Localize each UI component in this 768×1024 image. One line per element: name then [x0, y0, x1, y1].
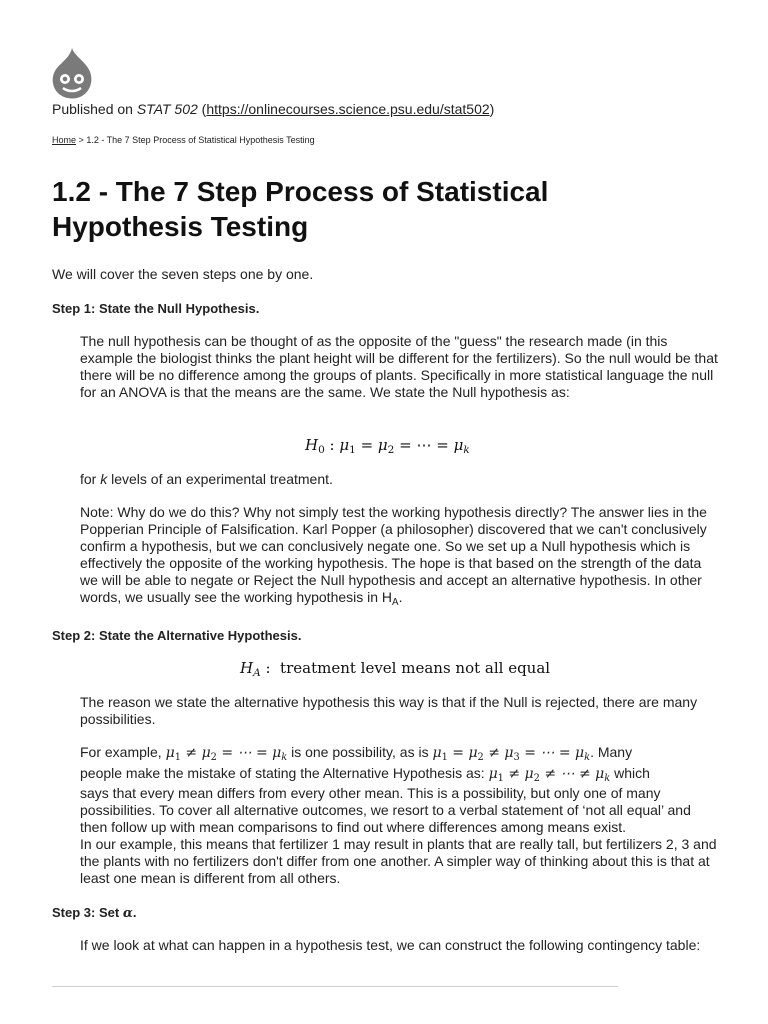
for-k-prefix: for	[80, 471, 97, 487]
published-line: Published on STAT 502 (https://onlinecourses.science.psu.edu/stat502)	[52, 101, 495, 117]
step2-paragraph3: In our example, this means that fertilizer 1 may result in plants that are really tall, but fertilizers 2, 3 and the plants with no fertilizers don't differ from one another. A simpler way of thinking about this is that at least one mean is different from all others.	[80, 836, 717, 886]
step2-paragraph2-rest: says that every mean differs from every other mean. This is a possibility, but only one of many possibilities. To cover all alternative outcomes, we resort to a verbal statement of ‘not all equal’ and then follow up with mean comparisons to find out where differences among means exist.	[80, 785, 691, 835]
drupal-logo-icon	[50, 46, 94, 100]
null-hypothesis-formula: $H_0$ : $\mu_1 = \mu_2$ = ⋯ = $\mu_k$	[305, 436, 470, 456]
step3-paragraph: If we look at what can happen in a hypothesis test, we can construct the following contingency table:	[80, 937, 701, 953]
step1-note-end: .	[398, 589, 403, 605]
step3-heading-prefix: Step 3: Set	[52, 905, 120, 920]
breadcrumb	[52, 135, 315, 145]
site-name: STAT 502	[136, 101, 198, 117]
step1-paragraph: The null hypothesis can be thought of as the opposite of the "guess" the research made (in this example the biologist thinks the plant height will be different for the fertilizers). So the null would be that there will be no difference among the groups of plants. Specifically in more statistical language the null for an ANOVA is that the means are the same. We state the Null hypothesis as:	[80, 333, 718, 400]
inequality-formula-1: $\mu_1 \ne \mu_2$ = ⋯ = $\mu_k$	[165, 745, 288, 763]
alternative-hypothesis-formula: $H_A$ : treatment level means not all equal	[240, 659, 551, 679]
example-middle: is one possibility, as is	[291, 744, 429, 760]
example-prefix: For example,	[80, 744, 162, 760]
for-k-variable: k	[100, 471, 108, 487]
inequality-formula-3: $\mu_1 \ne \mu_2$ ≠ ⋯ ≠ $\mu_k$	[488, 766, 611, 784]
step2-paragraph2-line1	[80, 744, 718, 766]
inequality-formula-2: $\mu_1 = \mu_2 \ne \mu_3$ = ⋯ = $\mu_k$	[432, 745, 591, 763]
mistake-text: people make the mistake of stating the Alternative Hypothesis as:	[80, 765, 485, 781]
step3-heading	[52, 904, 136, 922]
step2-paragraph2-line2	[80, 765, 718, 787]
step2-paragraph1: The reason we state the alternative hypothesis this way is that if the Null is rejected, there are many possibilities.	[80, 694, 698, 727]
step1-note-subscript: A	[392, 597, 399, 608]
breadcrumb-separator: >	[78, 135, 84, 145]
alternative-formula-text: treatment level means not all equal	[280, 659, 551, 677]
page-title: 1.2 - The 7 Step Process of Statistical Hypothesis Testing	[52, 176, 549, 242]
example-suffix: . Many	[590, 744, 633, 760]
step3-heading-suffix: .	[132, 905, 137, 920]
alpha-symbol: α	[122, 906, 133, 921]
for-k-levels-text	[80, 471, 333, 488]
step1-note	[80, 504, 718, 611]
breadcrumb-current: 1.2 - The 7 Step Process of Statistical Hypothesis Testing	[86, 135, 315, 145]
for-k-suffix: levels of an experimental treatment.	[111, 471, 333, 487]
breadcrumb-home-link[interactable]: Home	[52, 135, 77, 145]
published-prefix: Published on	[52, 101, 133, 117]
step1-heading: Step 1: State the Null Hypothesis.	[52, 301, 260, 316]
step2-heading: Step 2: State the Alternative Hypothesis.	[52, 628, 302, 643]
divider	[52, 986, 618, 987]
which-text: which	[614, 765, 650, 781]
step1-note-text: Note: Why do we do this? Why not simply test the working hypothesis directly? The answer lies in the Popperian Principle of Falsification. Karl Popper (a philosopher) discovered that we can't conclusively confirm a hypothesis, but we can conclusively negate one. So we set up a Null hypothesis which is effectively the opposite of the working hypothesis. The hope is that based on the strength of the data we will be able to negate or Reject the Null hypothesis and accept an alternative hypothesis. In other words, we usually see the working hypothesis in H	[80, 504, 707, 605]
site-url-link[interactable]: https://onlinecourses.science.psu.edu/stat502	[206, 101, 490, 117]
intro-text: We will cover the seven steps one by one.	[52, 266, 314, 282]
